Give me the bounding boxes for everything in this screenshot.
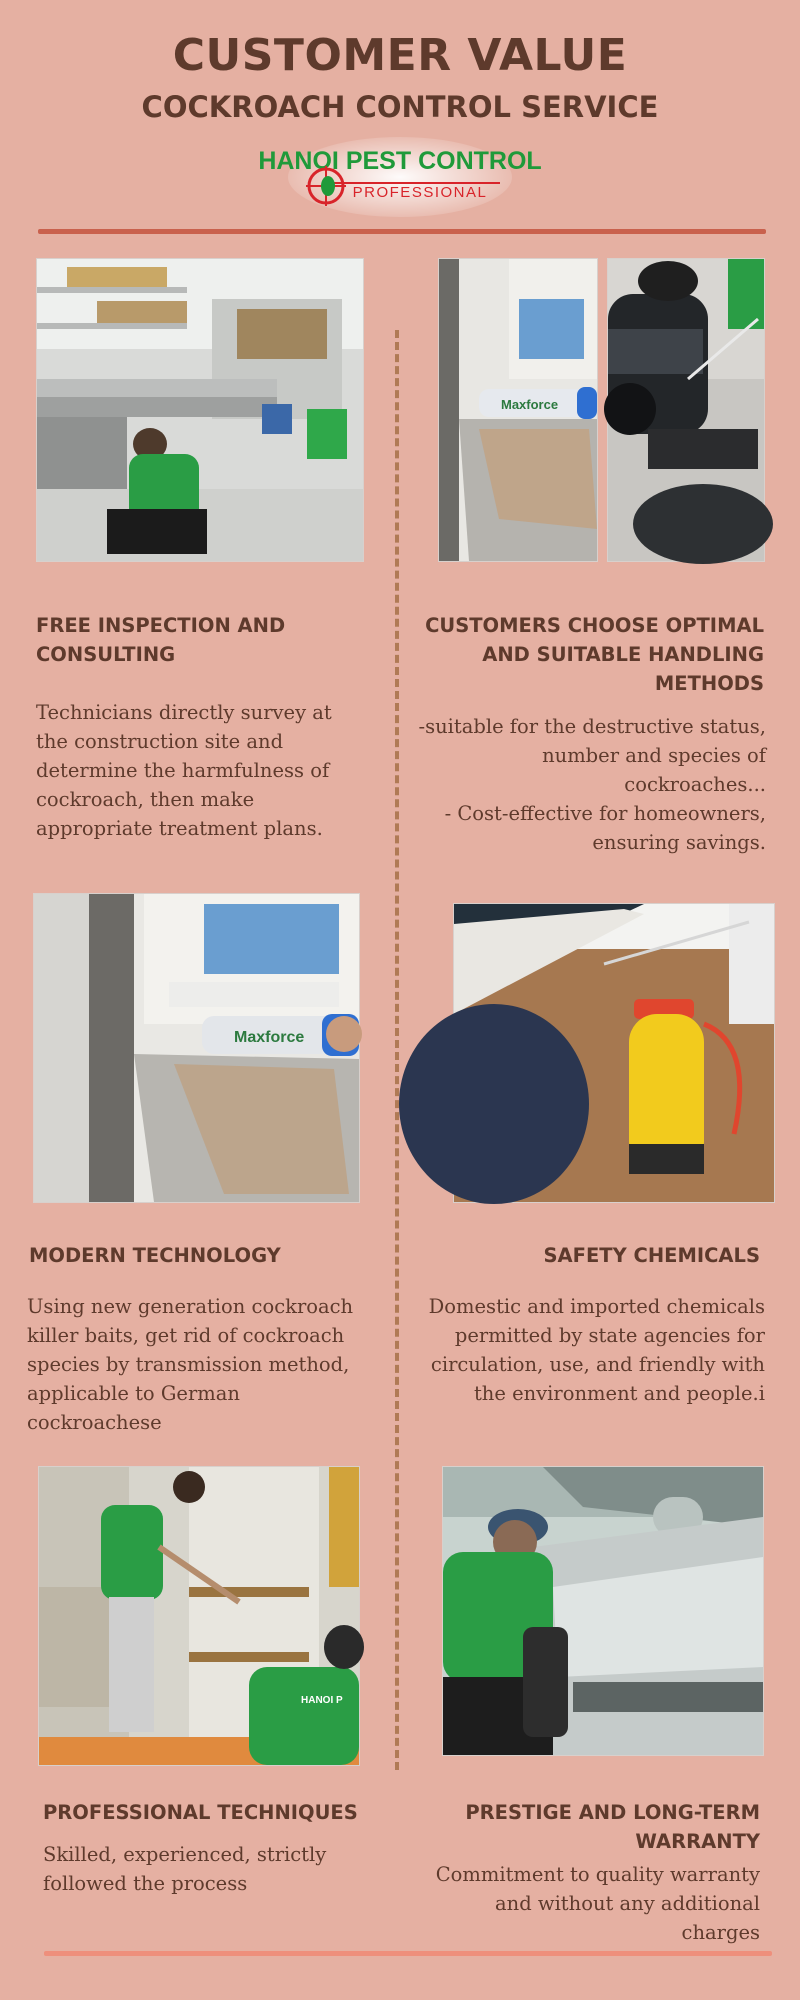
- feature-text-techniques: Skilled, experienced, strictly followed the process: [43, 1843, 327, 1895]
- company-logo: [258, 142, 542, 212]
- header-divider: [38, 229, 766, 234]
- photo-kitchen-inspection: [36, 258, 364, 562]
- feature-heading-inspection: FREE INSPECTION AND CONSULTING: [36, 614, 286, 666]
- logo-text-top: HANOI PEST CONTROL: [258, 147, 542, 175]
- photo-drain-spraying: [607, 258, 765, 562]
- feature-heading-warranty: PRESTIGE AND LONG-TERM WARRANTY: [465, 1801, 760, 1853]
- page-title: CUSTOMER VALUE: [172, 30, 628, 81]
- footer-divider: [44, 1951, 772, 1956]
- feature-text-technology: Using new generation cockroach killer baits, get rid of cockroach species by transmission method, applicable to German cockroachese: [27, 1295, 354, 1434]
- logo-text-bottom: PROFESSIONAL: [352, 184, 488, 201]
- feature-text-chemicals: Domestic and imported chemicals permitted by state agencies for circulation, use, and friendly with the environment and people.i: [428, 1295, 765, 1405]
- center-divider: [395, 330, 399, 1770]
- photo-bait-application: [438, 258, 598, 562]
- page-subtitle: COCKROACH CONTROL SERVICE: [141, 90, 659, 124]
- feature-heading-chemicals: SAFETY CHEMICALS: [543, 1244, 760, 1267]
- photo-chemical-sprayer: [453, 903, 775, 1203]
- photo-bait-station: [33, 893, 360, 1203]
- photo-ceiling-spraying: [442, 1466, 764, 1756]
- photo-technicians-treating: [38, 1466, 360, 1766]
- feature-heading-technology: MODERN TECHNOLOGY: [29, 1244, 281, 1267]
- bait-brand-label: Maxforce: [501, 397, 559, 412]
- shirt-logo-label: HANOI P: [301, 1695, 343, 1706]
- feature-text-warranty: Commitment to quality warranty and without any additional charges: [435, 1863, 760, 1944]
- feature-text-inspection: Technicians directly survey at the construction site and determine the harmfulness of cockroach, then make appropriate treatment plans.: [36, 701, 332, 840]
- bait-brand-label-2: Maxforce: [234, 1029, 305, 1046]
- feature-heading-techniques: PROFESSIONAL TECHNIQUES: [43, 1801, 358, 1824]
- feature-text-methods: -suitable for the destructive status, number and species of cockroaches... - Cost-effective for homeowners, ensuring savings.: [418, 715, 766, 854]
- feature-heading-methods: CUSTOMERS CHOOSE OPTIMAL AND SUITABLE HANDLING METHODS: [425, 614, 764, 695]
